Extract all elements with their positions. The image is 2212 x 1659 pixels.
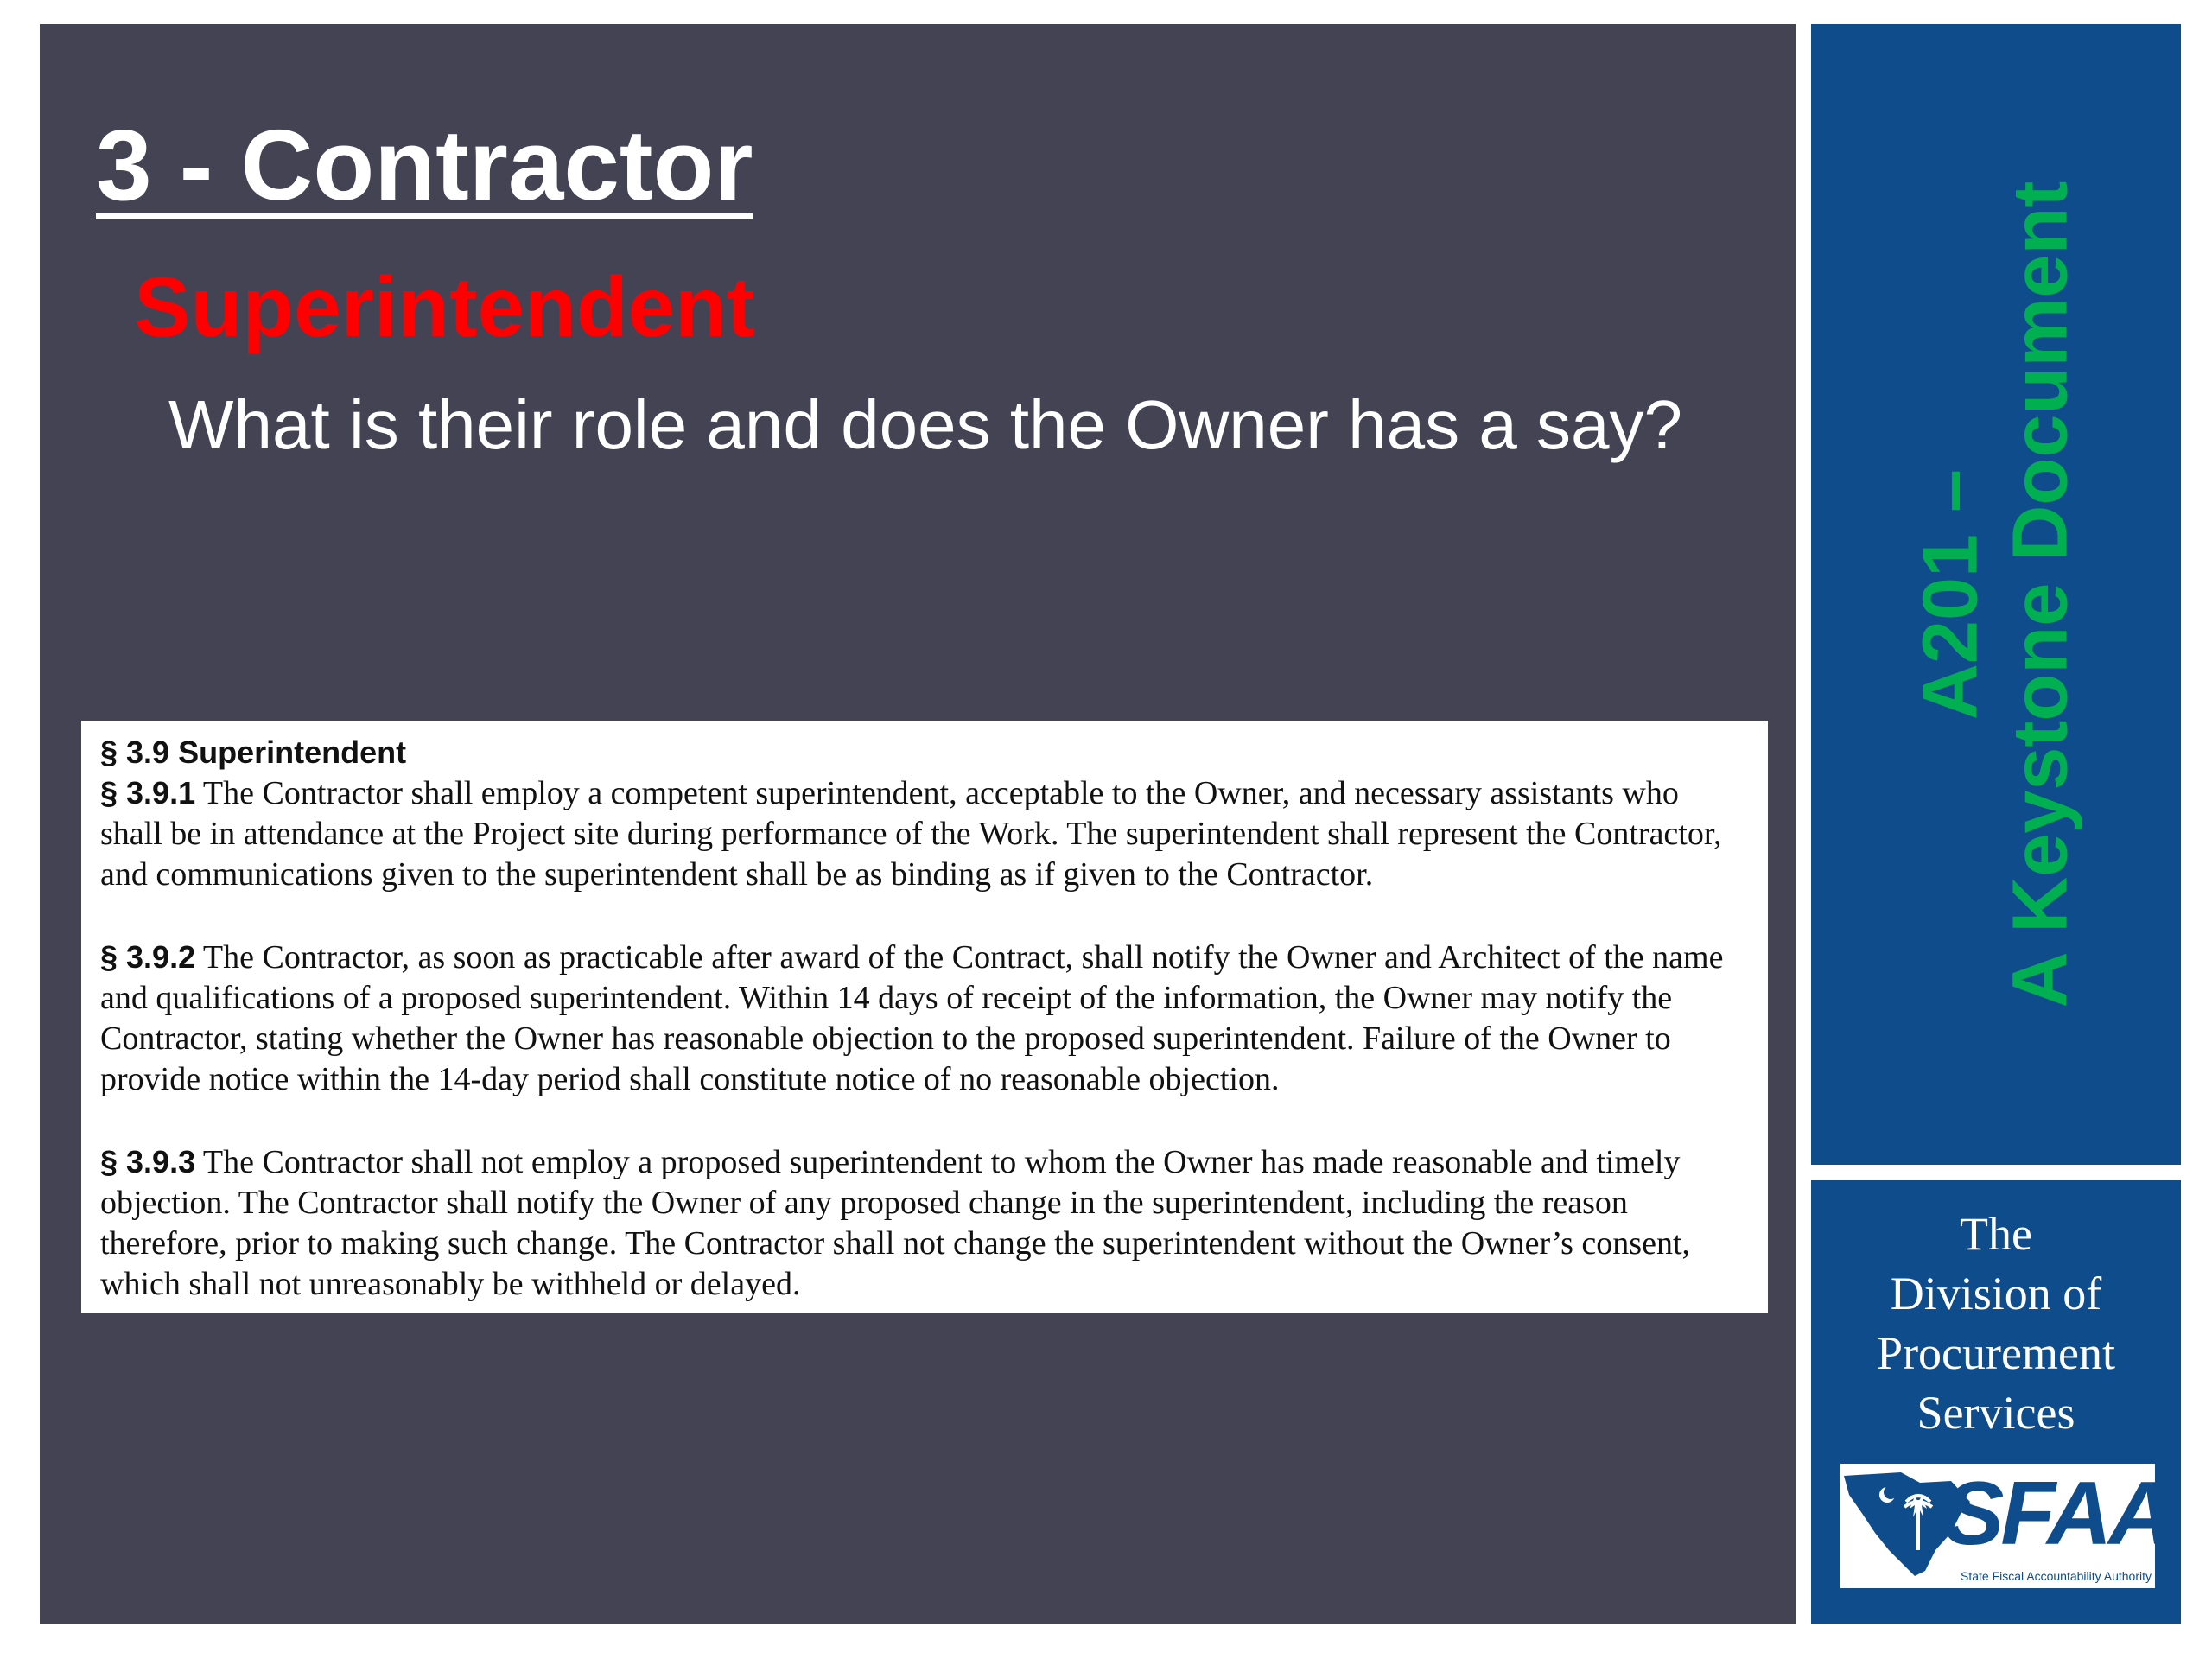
slide-subtitle: Superintendent xyxy=(134,259,755,354)
excerpt-heading xyxy=(100,733,1749,772)
division-name xyxy=(1811,1205,2181,1443)
division-line: Procurement xyxy=(1877,1327,2115,1379)
slide-question: What is their role and does the Owner has a say? xyxy=(168,386,1683,463)
excerpt-paragraph-3-9-2 xyxy=(100,937,1749,1100)
excerpt-heading-title: Superintendent xyxy=(178,734,407,770)
logo-text: SFAA xyxy=(1944,1464,2171,1564)
contract-excerpt xyxy=(81,721,1768,1313)
excerpt-paragraph-3-9-3 xyxy=(100,1141,1749,1305)
logo-caption: State Fiscal Accountability Authority xyxy=(1961,1569,2152,1583)
division-line: Services xyxy=(1916,1387,2075,1439)
sidebar-division-panel xyxy=(1811,1180,2181,1624)
section-number: § 3.9.3 xyxy=(100,1144,196,1179)
sidebar-vertical-title xyxy=(1907,33,2086,1156)
section-text: The Contractor, as soon as practicable after award of the Contract, shall notify the Owner and Architect of the name and qualifications of a proposed superintendent. Within 14 days of receipt of the information, the Owner may notify the Contractor, stating whether the Owner has reasonable objection to the proposed superintendent. Failure of the Owner to provide notice within the 14-day period shall constitute notice of no reasonable objection. xyxy=(100,939,1724,1097)
sidebar-vertical-line-2: A Keystone Document xyxy=(1997,181,2083,1008)
section-number: § 3.9.2 xyxy=(100,939,196,975)
sidebar-title-panel xyxy=(1811,24,2181,1165)
slide-title: 3 - Contractor xyxy=(96,109,753,221)
section-text: The Contractor shall not employ a proposed superintendent to whom the Owner has made reasonable and timely objection. The Contractor shall notify the Owner of any proposed change in the superintendent, including the reason therefore, prior to making such change. The Contractor shall not change the superintendent without the Owner’s consent, which shall not unreasonably be withheld or delayed. xyxy=(100,1144,1691,1302)
sidebar-vertical-line-1: A201 – xyxy=(1907,468,1994,721)
division-line: The xyxy=(1960,1208,2032,1260)
section-number: § 3.9.1 xyxy=(100,775,196,810)
excerpt-heading-section: § 3.9 xyxy=(100,734,170,770)
section-text: The Contractor shall employ a competent superintendent, acceptable to the Owner, and necessary assistants who shall be in attendance at the Project site during performance of the Work. The superintendent shall represent the Contractor, and communications given to the superintendent shall be as binding as if given to the Contractor. xyxy=(100,775,1722,893)
sfaa-logo xyxy=(1840,1464,2171,1588)
division-line: Division of xyxy=(1890,1268,2102,1319)
excerpt-paragraph-3-9-1 xyxy=(100,772,1749,895)
